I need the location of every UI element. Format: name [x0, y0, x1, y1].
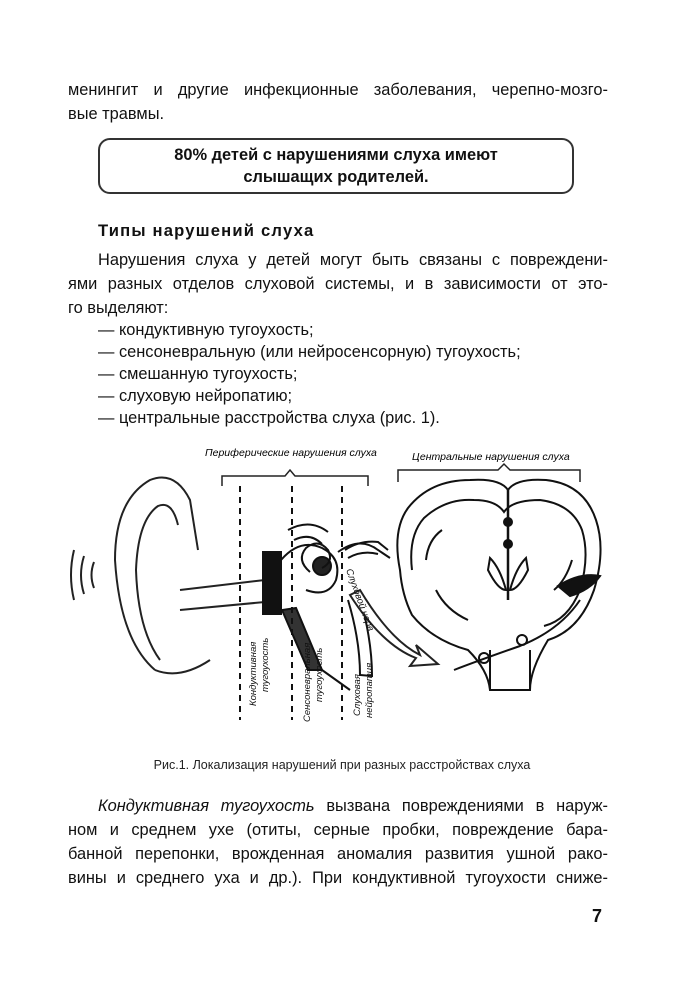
intro-line-1: менингит и другие инфекционные заболевания, черепно-мозго- [68, 81, 608, 99]
closing-line-2: ном и среднем ухе (отиты, серные пробки, повреждение бара- [68, 821, 608, 839]
closing-line-1-rest: вызвана повреждениями в наруж- [314, 797, 609, 815]
figure-caption: Рис.1. Локализация нарушений при разных расстройствах слуха [153, 758, 531, 772]
list-item: — центральные расстройства слуха (рис. 1). [98, 409, 440, 427]
list-item: — сенсоневральную (или нейросенсорную) тугоухость; [98, 343, 521, 361]
list-item: — кондуктивную тугоухость; [98, 321, 314, 339]
section-heading: Типы нарушений слуха [98, 221, 315, 240]
callout-line-2: слышащих родителей. [243, 168, 429, 186]
list-item: — смешанную тугоухость; [98, 365, 298, 383]
label-conductive [248, 638, 271, 706]
list-item: — слуховую нейропатию; [98, 387, 293, 405]
closing-line-1 [98, 794, 608, 818]
label-sensorineural [302, 643, 325, 722]
label-conductive-2: тугоухость [260, 637, 271, 692]
callout-box [98, 138, 574, 194]
intro-line-2: вые травмы. [68, 105, 165, 123]
label-sensorineural-1: Сенсоневральная [302, 642, 313, 722]
central-bracket [398, 464, 580, 482]
label-sensorineural-2: тугоухость [314, 647, 325, 702]
ear-brain-diagram [60, 440, 620, 740]
page-number: 7 [592, 906, 603, 926]
para-line-3: го выделяют: [68, 299, 169, 317]
para-line-1: Нарушения слуха у детей могут быть связаны с повреждени- [98, 251, 608, 269]
para-line-2: ями разных отделов слуховой системы, и в зависимости от это- [68, 275, 608, 293]
label-neuropathy [352, 663, 375, 718]
label-nerve: Слуховой нерв [343, 567, 376, 633]
closing-line-4: вины и среднего уха и др.). При кондуктивной тугоухости сниже- [68, 869, 608, 887]
label-peripheral: Периферические нарушения слуха [205, 447, 377, 459]
label-central: Центральные нарушения слуха [412, 451, 570, 463]
closing-line-3: банной перепонки, врожденная аномалия развития ушной рако- [68, 845, 608, 863]
label-neuropathy-2: нейропатия [364, 662, 375, 718]
peripheral-bracket [222, 470, 368, 486]
closing-italic-term: Кондуктивная тугоухость [98, 797, 315, 815]
outer-ear [115, 478, 265, 674]
label-conductive-1: Кондуктивная [248, 641, 259, 706]
label-neuropathy-1: Слуховая [352, 674, 363, 716]
callout-line-1: 80% детей с нарушениями слуха имеют [174, 146, 498, 164]
sound-waves-icon [71, 550, 94, 600]
